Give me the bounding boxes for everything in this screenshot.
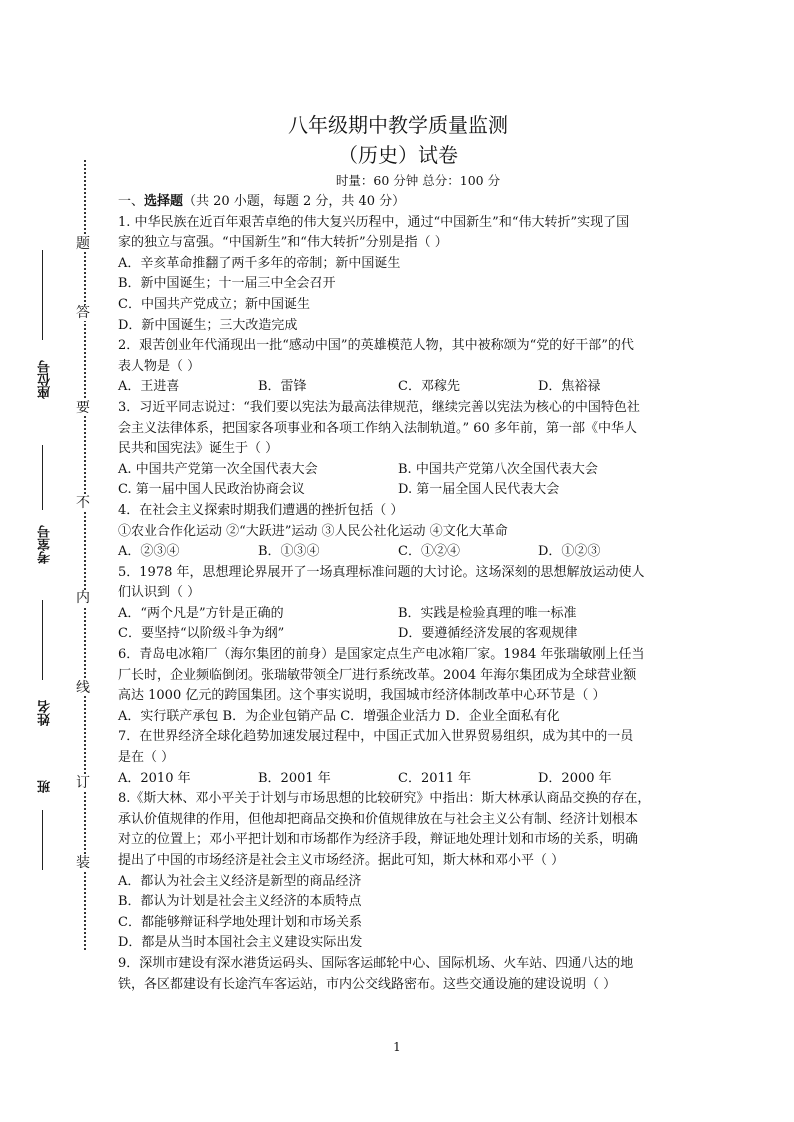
answer-option[interactable]: D．2000 年 bbox=[538, 770, 612, 786]
seal-mark: 装 bbox=[76, 855, 90, 871]
option-row bbox=[118, 604, 678, 625]
exam-title: 八年级期中教学质量监测 bbox=[288, 113, 508, 137]
question-text: 3．习近平同志说过：“我们要以宪法为最高法律规范，继续完善以宪法为核心的中国特色社 bbox=[118, 399, 640, 415]
answer-option[interactable]: B．新中国诞生；十一届三中全会召开 bbox=[118, 276, 336, 292]
seal-mark: 内 bbox=[76, 590, 90, 606]
answer-option[interactable]: B．①③④ bbox=[258, 544, 320, 560]
seat-number-label: 座位号 bbox=[38, 360, 53, 399]
answer-option[interactable]: C．都能够辩证科学地处理计划和市场关系 bbox=[118, 914, 362, 930]
answer-option[interactable]: B．雷锋 bbox=[258, 379, 307, 395]
seat-number-field[interactable] bbox=[28, 250, 68, 430]
binding-margin bbox=[0, 150, 110, 970]
name-line bbox=[42, 600, 43, 680]
seal-mark: 要 bbox=[76, 400, 90, 416]
class-field[interactable] bbox=[28, 780, 68, 890]
question-text: 对立的位置上；邓小平把计划和市场都作为经济手段，辩证地处理计划和市场的关系，明确 bbox=[118, 832, 639, 848]
question-text: 是在（ ） bbox=[118, 750, 175, 766]
answer-option[interactable]: A．②③④ bbox=[118, 544, 180, 560]
answer-option[interactable]: A. 中国共产党第一次全国代表大会 bbox=[118, 461, 318, 477]
seal-mark: 答 bbox=[76, 305, 90, 321]
room-number-line bbox=[42, 445, 43, 510]
answer-option[interactable]: C．2011 年 bbox=[398, 770, 472, 786]
seat-number-line bbox=[42, 250, 43, 340]
answer-option[interactable]: B. 中国共产党第八次全国代表大会 bbox=[398, 461, 598, 477]
class-line bbox=[42, 810, 43, 870]
question-text: 6．青岛电冰箱厂（海尔集团的前身）是国家定点生产电冰箱厂家。1984 年张瑞敏刚上任当 bbox=[118, 647, 645, 663]
option-row bbox=[118, 624, 678, 645]
page-number: 1 bbox=[393, 1040, 401, 1054]
option-row bbox=[118, 377, 678, 398]
answer-option[interactable]: D. 第一届全国人民代表大会 bbox=[398, 482, 560, 498]
question-text: 表人物是（ ） bbox=[118, 358, 201, 374]
question-text: 2．艰苦创业年代涌现出一批“感动中国”的英雄模范人物，其中被称颂为“党的好干部”的代 bbox=[118, 338, 634, 354]
option-row bbox=[118, 542, 678, 563]
question-text: 厂长时，企业频临倒闭。张瑞敏带领全厂进行系统改革。2004 年海尔集团成为全球营业额 bbox=[118, 667, 637, 683]
answer-option[interactable]: C．①②④ bbox=[398, 544, 460, 560]
answer-option[interactable]: A．王进喜 bbox=[118, 379, 180, 395]
answer-option[interactable]: C. 第一届中国人民政治协商会议 bbox=[118, 482, 305, 498]
section-info: （共 20 小题，每题 2 分，共 40 分） bbox=[183, 194, 406, 209]
answer-option[interactable]: D．新中国诞生；三大改造完成 bbox=[118, 317, 298, 333]
question-text: 会主义法律体系，把国家各项事业和各项工作纳入法制轨道。” 60 多年前，第一部《中华人 bbox=[118, 420, 637, 436]
question-text: 9．深圳市建设有深水港货运码头、国际客运邮轮中心、国际机场、火车站、四通八达的地 bbox=[118, 955, 634, 971]
answer-option[interactable]: C．要坚持“以阶级斗争为纲” bbox=[118, 626, 285, 642]
room-number-field[interactable] bbox=[28, 445, 68, 595]
answer-option[interactable]: A．2010 年 bbox=[118, 770, 191, 786]
question-text: 高达 1000 亿元的跨国集团。这个事实说明，我国城市经济体制改革中心环节是（ ） bbox=[118, 688, 606, 704]
answer-option[interactable]: A．“两个凡是”方针是正确的 bbox=[118, 605, 284, 621]
option-row bbox=[118, 480, 678, 501]
seal-mark: 线 bbox=[76, 680, 90, 696]
section-name: 选择题 bbox=[144, 194, 184, 209]
question-text: 5．1978 年，思想理论界展开了一场真理标准问题的大讨论。这场深刻的思想解放运动使人 bbox=[118, 564, 645, 580]
answer-option[interactable]: B．2001 年 bbox=[258, 770, 331, 786]
option-row bbox=[118, 769, 678, 790]
room-number-label: 考室号 bbox=[38, 525, 53, 564]
question-text: 提出了中国的市场经济是社会主义市场经济。据此可知，斯大林和邓小平（ ） bbox=[118, 853, 565, 868]
question-text: 民共和国宪法》诞生于（ ） bbox=[118, 441, 279, 457]
answer-options-line[interactable]: A．实行联产承包 B．为企业包销产品 C．增强企业活力 D．企业全面私有化 bbox=[118, 708, 560, 724]
question-text: 1. 中华民族在近百年艰苦卓绝的伟大复兴历程中，通过“中国新生”和“伟大转折”实现了国 bbox=[118, 214, 630, 230]
question-text: 们认识到（ ） bbox=[118, 585, 201, 601]
question-text: 承认价值规律的作用，但他却把商品交换和价值规律放在与社会主义公有制、经济计划根本 bbox=[118, 811, 639, 827]
question-text: 家的独立与富强。“中国新生”和“伟大转折”分别是指（ ） bbox=[118, 235, 448, 251]
class-label: 班 bbox=[38, 780, 53, 793]
seal-mark: 订 bbox=[76, 775, 90, 791]
exam-subtitle: （历史）试卷 bbox=[338, 143, 458, 167]
exam-content bbox=[118, 110, 678, 995]
seal-line bbox=[76, 160, 90, 950]
answer-option[interactable]: A．都认为社会主义经济是新型的商品经济 bbox=[118, 873, 362, 889]
answer-option[interactable]: C．中国共产党成立；新中国诞生 bbox=[118, 296, 310, 312]
question-text: 8.《斯大林、邓小平关于计划与市场思想的比较研究》中指出：斯大林承认商品交换的存在， bbox=[118, 791, 651, 807]
name-label: 姓名 bbox=[38, 700, 53, 726]
section-heading bbox=[118, 192, 678, 213]
answer-option[interactable]: B．实践是检验真理的唯一标准 bbox=[398, 605, 577, 621]
answer-option[interactable]: A．辛亥革命推翻了两千多年的帝制；新中国诞生 bbox=[118, 255, 401, 271]
name-field[interactable] bbox=[28, 600, 68, 740]
option-row bbox=[118, 460, 678, 481]
seal-mark: 题 bbox=[76, 236, 90, 252]
exam-meta: 时量：60 分钟 总分：100 分 bbox=[335, 173, 501, 188]
seal-mark: 不 bbox=[76, 495, 90, 511]
question-text: 4．在社会主义探索时期我们遭遇的挫折包括（ ） bbox=[118, 502, 404, 518]
answer-option[interactable]: D．要遵循经济发展的客观规律 bbox=[398, 626, 578, 642]
question-text: ①农业合作化运动 ②“大跃进”运动 ③人民公社化运动 ④文化大革命 bbox=[118, 523, 508, 539]
answer-option[interactable]: D．①②③ bbox=[538, 544, 601, 560]
section-prefix: 一、 bbox=[118, 194, 145, 209]
question-text: 铁，各区都建设有长途汽车客运站，市内公交线路密布。这些交通设施的建设说明（ ） bbox=[118, 976, 617, 992]
dotted-rule bbox=[84, 160, 86, 950]
question-text: 7．在世界经济全球化趋势加速发展过程中，中国正式加入世界贸易组织，成为其中的一员 bbox=[118, 729, 634, 745]
answer-option[interactable]: C．邓稼先 bbox=[398, 379, 460, 395]
answer-option[interactable]: B．都认为计划是社会主义经济的本质特点 bbox=[118, 894, 362, 910]
answer-option[interactable]: D．都是从当时本国社会主义建设实际出发 bbox=[118, 935, 363, 951]
answer-option[interactable]: D．焦裕禄 bbox=[538, 379, 601, 395]
